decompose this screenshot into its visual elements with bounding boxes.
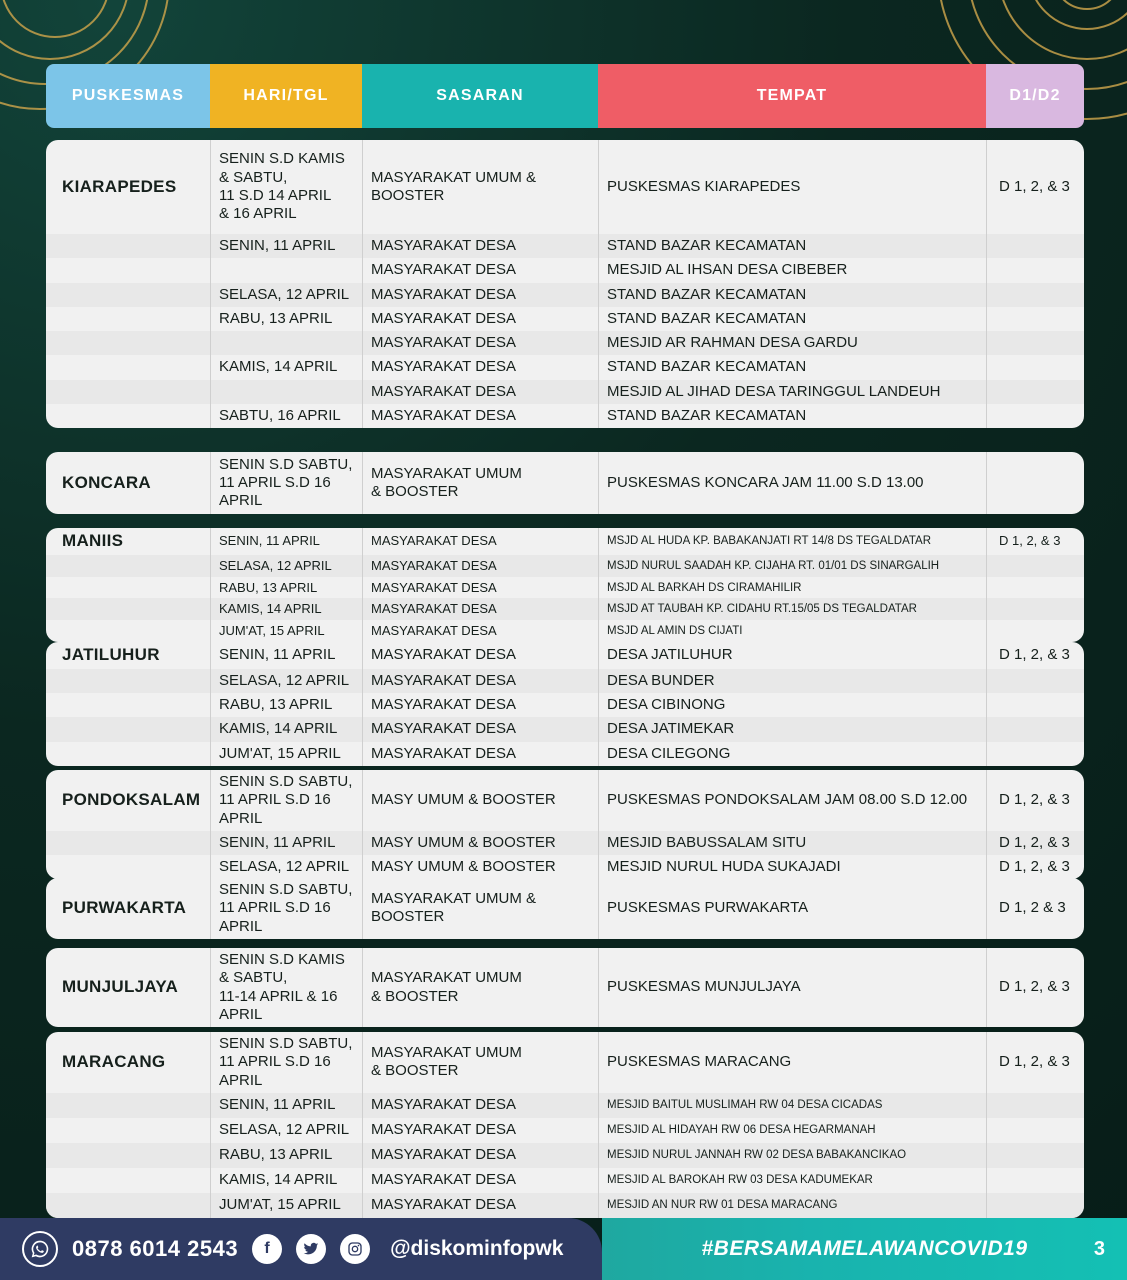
cell-hari-tgl: JUM'AT, 15 APRIL bbox=[210, 742, 362, 766]
cell-dosis bbox=[986, 742, 1084, 766]
puskesmas-group bbox=[46, 642, 1084, 766]
cell-sasaran: MASYARAKAT UMUM & BOOSTER bbox=[362, 452, 598, 514]
cell-tempat: PUSKESMAS KIARAPEDES bbox=[598, 140, 986, 234]
cell-dosis bbox=[986, 234, 1084, 258]
table-row bbox=[46, 742, 1084, 766]
cell-tempat: MSJD AL HUDA KP. BABAKANJATI RT 14/8 DS TEGALDATAR bbox=[598, 528, 986, 555]
puskesmas-group bbox=[46, 1032, 1084, 1218]
twitter-icon[interactable] bbox=[296, 1234, 326, 1264]
cell-tempat: DESA JATIMEKAR bbox=[598, 717, 986, 741]
cell-sasaran: MASY UMUM & BOOSTER bbox=[362, 770, 598, 831]
cell-sasaran: MASYARAKAT DESA bbox=[362, 404, 598, 428]
cell-dosis: D 1, 2, & 3 bbox=[986, 855, 1084, 879]
cell-sasaran: MASYARAKAT DESA bbox=[362, 331, 598, 355]
table-row bbox=[46, 1143, 1084, 1168]
cell-puskesmas bbox=[46, 307, 210, 331]
cell-tempat: MSJD AL BARKAH DS CIRAMAHILIR bbox=[598, 577, 986, 599]
cell-tempat: PUSKESMAS MARACANG bbox=[598, 1032, 986, 1093]
cell-hari-tgl: RABU, 13 APRIL bbox=[210, 1143, 362, 1168]
facebook-icon[interactable]: f bbox=[252, 1234, 282, 1264]
cell-puskesmas bbox=[46, 620, 210, 642]
campaign-hashtag: #BERSAMAMELAWANCOVID19 bbox=[701, 1237, 1028, 1260]
cell-tempat: PUSKESMAS PURWAKARTA bbox=[598, 878, 986, 939]
cell-tempat: MSJD AT TAUBAH KP. CIDAHU RT.15/05 DS TEGALDATAR bbox=[598, 598, 986, 620]
cell-puskesmas: MUNJULJAYA bbox=[62, 977, 179, 997]
cell-puskesmas: KONCARA bbox=[62, 472, 151, 492]
cell-tempat: PUSKESMAS MUNJULJAYA bbox=[598, 948, 986, 1027]
cell-dosis bbox=[986, 1093, 1084, 1118]
cell-sasaran: MASYARAKAT DESA bbox=[362, 1168, 598, 1193]
cell-puskesmas bbox=[46, 742, 210, 766]
column-header-tempat: TEMPAT bbox=[598, 64, 986, 128]
cell-tempat: MSJD AL AMIN DS CIJATI bbox=[598, 620, 986, 642]
footer-bar bbox=[0, 1218, 1127, 1280]
cell-sasaran: MASYARAKAT DESA bbox=[362, 380, 598, 404]
cell-sasaran: MASYARAKAT DESA bbox=[362, 1118, 598, 1143]
cell-hari-tgl bbox=[210, 258, 362, 282]
cell-dosis bbox=[986, 1193, 1084, 1218]
cell-hari-tgl: SENIN S.D SABTU, 11 APRIL S.D 16 APRIL bbox=[210, 1032, 362, 1093]
puskesmas-group bbox=[46, 948, 1084, 1027]
cell-dosis: D 1, 2 & 3 bbox=[986, 878, 1084, 939]
cell-tempat: DESA JATILUHUR bbox=[598, 642, 986, 669]
cell-tempat: MESJID AL IHSAN DESA CIBEBER bbox=[598, 258, 986, 282]
table-row bbox=[46, 1168, 1084, 1193]
column-header-puskesmas: PUSKESMAS bbox=[46, 64, 210, 128]
cell-dosis bbox=[986, 452, 1084, 514]
table-row bbox=[46, 577, 1084, 599]
cell-dosis: D 1, 2, & 3 bbox=[986, 948, 1084, 1027]
cell-sasaran: MASYARAKAT DESA bbox=[362, 642, 598, 669]
cell-dosis bbox=[986, 307, 1084, 331]
cell-hari-tgl: SABTU, 16 APRIL bbox=[210, 404, 362, 428]
cell-puskesmas bbox=[46, 404, 210, 428]
table-row bbox=[46, 855, 1084, 879]
cell-tempat: MESJID AR RAHMAN DESA GARDU bbox=[598, 331, 986, 355]
cell-sasaran: MASYARAKAT DESA bbox=[362, 598, 598, 620]
cell-puskesmas bbox=[46, 1143, 210, 1168]
cell-tempat: STAND BAZAR KECAMATAN bbox=[598, 355, 986, 379]
cell-puskesmas bbox=[46, 717, 210, 741]
cell-sasaran: MASYARAKAT UMUM & BOOSTER bbox=[362, 878, 598, 939]
cell-puskesmas bbox=[46, 355, 210, 379]
cell-sasaran: MASYARAKAT DESA bbox=[362, 258, 598, 282]
table-row bbox=[46, 528, 1084, 555]
table-row bbox=[46, 669, 1084, 693]
cell-tempat: DESA CILEGONG bbox=[598, 742, 986, 766]
cell-dosis bbox=[986, 283, 1084, 307]
cell-puskesmas bbox=[46, 380, 210, 404]
cell-dosis: D 1, 2, & 3 bbox=[986, 1032, 1084, 1093]
cell-puskesmas bbox=[46, 577, 210, 599]
footer-contact bbox=[0, 1218, 602, 1280]
puskesmas-group bbox=[46, 140, 1084, 428]
cell-dosis bbox=[986, 577, 1084, 599]
table-row bbox=[46, 258, 1084, 282]
cell-sasaran: MASYARAKAT DESA bbox=[362, 307, 598, 331]
cell-sasaran: MASYARAKAT DESA bbox=[362, 234, 598, 258]
cell-sasaran: MASYARAKAT DESA bbox=[362, 1143, 598, 1168]
table-row bbox=[46, 380, 1084, 404]
column-header-d1-d2: D1/D2 bbox=[986, 64, 1084, 128]
cell-dosis bbox=[986, 555, 1084, 577]
cell-dosis bbox=[986, 404, 1084, 428]
cell-hari-tgl: SENIN, 11 APRIL bbox=[210, 528, 362, 555]
cell-tempat: PUSKESMAS KONCARA JAM 11.00 S.D 13.00 bbox=[598, 452, 986, 514]
table-row bbox=[46, 642, 1084, 669]
table-row bbox=[46, 404, 1084, 428]
puskesmas-group bbox=[46, 770, 1084, 879]
cell-tempat: MESJID AN NUR RW 01 DESA MARACANG bbox=[598, 1193, 986, 1218]
cell-tempat: MSJD NURUL SAADAH KP. CIJAHA RT. 01/01 DS SINARGALIH bbox=[598, 555, 986, 577]
page-number: 3 bbox=[1093, 1237, 1105, 1260]
social-handle: @diskominfopwk bbox=[390, 1237, 564, 1260]
cell-hari-tgl bbox=[210, 380, 362, 404]
column-header-sasaran: SASARAN bbox=[362, 64, 598, 128]
table-header-row bbox=[46, 64, 1084, 128]
table-row bbox=[46, 355, 1084, 379]
cell-puskesmas: JATILUHUR bbox=[62, 645, 160, 664]
cell-sasaran: MASYARAKAT UMUM & BOOSTER bbox=[362, 140, 598, 234]
cell-sasaran: MASYARAKAT DESA bbox=[362, 283, 598, 307]
table-row bbox=[46, 307, 1084, 331]
cell-sasaran: MASYARAKAT DESA bbox=[362, 355, 598, 379]
cell-puskesmas bbox=[46, 669, 210, 693]
table-row bbox=[46, 878, 1084, 939]
cell-dosis bbox=[986, 669, 1084, 693]
cell-tempat: DESA CIBINONG bbox=[598, 693, 986, 717]
cell-dosis bbox=[986, 620, 1084, 642]
cell-hari-tgl: RABU, 13 APRIL bbox=[210, 307, 362, 331]
table-row bbox=[46, 1032, 1084, 1093]
cell-tempat: MESJID AL HIDAYAH RW 06 DESA HEGARMANAH bbox=[598, 1118, 986, 1143]
puskesmas-group bbox=[46, 528, 1084, 642]
cell-puskesmas: MARACANG bbox=[62, 1052, 166, 1072]
table-row bbox=[46, 1193, 1084, 1218]
cell-dosis: D 1, 2, & 3 bbox=[986, 642, 1084, 669]
cell-hari-tgl: KAMIS, 14 APRIL bbox=[210, 598, 362, 620]
cell-hari-tgl: SENIN S.D KAMIS & SABTU, 11 S.D 14 APRIL & 16 APRIL bbox=[210, 140, 362, 234]
cell-hari-tgl: SELASA, 12 APRIL bbox=[210, 1118, 362, 1143]
table-row bbox=[46, 140, 1084, 234]
table-row bbox=[46, 717, 1084, 741]
cell-dosis bbox=[986, 1118, 1084, 1143]
cell-sasaran: MASYARAKAT UMUM & BOOSTER bbox=[362, 1032, 598, 1093]
table-row bbox=[46, 948, 1084, 1027]
cell-tempat: MESJID BAITUL MUSLIMAH RW 04 DESA CICADAS bbox=[598, 1093, 986, 1118]
cell-puskesmas bbox=[46, 258, 210, 282]
cell-dosis: D 1, 2, & 3 bbox=[986, 770, 1084, 831]
cell-puskesmas: PONDOKSALAM bbox=[62, 790, 201, 810]
cell-hari-tgl: SELASA, 12 APRIL bbox=[210, 283, 362, 307]
table-row bbox=[46, 452, 1084, 514]
cell-dosis bbox=[986, 598, 1084, 620]
cell-sasaran: MASYARAKAT DESA bbox=[362, 528, 598, 555]
cell-hari-tgl: KAMIS, 14 APRIL bbox=[210, 717, 362, 741]
cell-puskesmas bbox=[46, 283, 210, 307]
cell-tempat: STAND BAZAR KECAMATAN bbox=[598, 234, 986, 258]
cell-tempat: STAND BAZAR KECAMATAN bbox=[598, 404, 986, 428]
table-row bbox=[46, 555, 1084, 577]
cell-puskesmas: PURWAKARTA bbox=[62, 898, 187, 918]
cell-puskesmas bbox=[46, 555, 210, 577]
cell-sasaran: MASYARAKAT DESA bbox=[362, 742, 598, 766]
table-row bbox=[46, 234, 1084, 258]
cell-tempat: MESJID AL JIHAD DESA TARINGGUL LANDEUH bbox=[598, 380, 986, 404]
cell-dosis: D 1, 2, & 3 bbox=[986, 831, 1084, 855]
cell-hari-tgl: RABU, 13 APRIL bbox=[210, 577, 362, 599]
table-row bbox=[46, 598, 1084, 620]
table-row bbox=[46, 770, 1084, 831]
cell-sasaran: MASYARAKAT DESA bbox=[362, 1093, 598, 1118]
cell-hari-tgl: SENIN S.D KAMIS & SABTU, 11-14 APRIL & 16 APRIL bbox=[210, 948, 362, 1027]
cell-sasaran: MASY UMUM & BOOSTER bbox=[362, 831, 598, 855]
cell-dosis bbox=[986, 380, 1084, 404]
instagram-icon[interactable] bbox=[340, 1234, 370, 1264]
cell-hari-tgl: SENIN, 11 APRIL bbox=[210, 642, 362, 669]
cell-hari-tgl: SELASA, 12 APRIL bbox=[210, 669, 362, 693]
cell-puskesmas bbox=[46, 831, 210, 855]
cell-tempat: DESA BUNDER bbox=[598, 669, 986, 693]
cell-puskesmas bbox=[46, 1193, 210, 1218]
table-row bbox=[46, 1118, 1084, 1143]
table-row bbox=[46, 620, 1084, 642]
whatsapp-icon[interactable] bbox=[22, 1231, 58, 1267]
cell-tempat: MESJID BABUSSALAM SITU bbox=[598, 831, 986, 855]
cell-dosis bbox=[986, 717, 1084, 741]
cell-dosis bbox=[986, 1143, 1084, 1168]
cell-hari-tgl: SENIN, 11 APRIL bbox=[210, 234, 362, 258]
cell-hari-tgl: JUM'AT, 15 APRIL bbox=[210, 620, 362, 642]
table-row bbox=[46, 283, 1084, 307]
cell-dosis: D 1, 2, & 3 bbox=[986, 528, 1084, 555]
cell-hari-tgl: JUM'AT, 15 APRIL bbox=[210, 1193, 362, 1218]
cell-puskesmas bbox=[46, 1168, 210, 1193]
cell-dosis: D 1, 2, & 3 bbox=[986, 140, 1084, 234]
cell-hari-tgl: KAMIS, 14 APRIL bbox=[210, 1168, 362, 1193]
cell-puskesmas: MANIIS bbox=[62, 531, 124, 550]
cell-puskesmas: KIARAPEDES bbox=[62, 176, 177, 196]
cell-puskesmas bbox=[46, 1118, 210, 1143]
cell-hari-tgl: SELASA, 12 APRIL bbox=[210, 555, 362, 577]
cell-puskesmas bbox=[46, 331, 210, 355]
phone-number: 0878 6014 2543 bbox=[72, 1236, 239, 1261]
cell-hari-tgl: SENIN, 11 APRIL bbox=[210, 831, 362, 855]
cell-hari-tgl: SENIN S.D SABTU, 11 APRIL S.D 16 APRIL bbox=[210, 770, 362, 831]
cell-sasaran: MASYARAKAT DESA bbox=[362, 1193, 598, 1218]
cell-tempat: STAND BAZAR KECAMATAN bbox=[598, 307, 986, 331]
cell-sasaran: MASYARAKAT DESA bbox=[362, 555, 598, 577]
cell-tempat: MESJID AL BAROKAH RW 03 DESA KADUMEKAR bbox=[598, 1168, 986, 1193]
cell-sasaran: MASYARAKAT DESA bbox=[362, 620, 598, 642]
cell-puskesmas bbox=[46, 693, 210, 717]
cell-dosis bbox=[986, 355, 1084, 379]
cell-hari-tgl: SENIN, 11 APRIL bbox=[210, 1093, 362, 1118]
table-row bbox=[46, 693, 1084, 717]
cell-hari-tgl: SENIN S.D SABTU, 11 APRIL S.D 16 APRIL bbox=[210, 878, 362, 939]
cell-tempat: MESJID NURUL HUDA SUKAJADI bbox=[598, 855, 986, 879]
cell-puskesmas bbox=[46, 855, 210, 879]
puskesmas-group bbox=[46, 452, 1084, 514]
cell-tempat: MESJID NURUL JANNAH RW 02 DESA BABAKANCIKAO bbox=[598, 1143, 986, 1168]
cell-sasaran: MASYARAKAT DESA bbox=[362, 717, 598, 741]
cell-sasaran: MASYARAKAT DESA bbox=[362, 693, 598, 717]
cell-tempat: PUSKESMAS PONDOKSALAM JAM 08.00 S.D 12.00 bbox=[598, 770, 986, 831]
cell-puskesmas bbox=[46, 234, 210, 258]
cell-sasaran: MASYARAKAT DESA bbox=[362, 669, 598, 693]
cell-dosis bbox=[986, 258, 1084, 282]
cell-sasaran: MASYARAKAT DESA bbox=[362, 577, 598, 599]
cell-hari-tgl bbox=[210, 331, 362, 355]
table-row bbox=[46, 831, 1084, 855]
cell-hari-tgl: RABU, 13 APRIL bbox=[210, 693, 362, 717]
cell-dosis bbox=[986, 693, 1084, 717]
cell-hari-tgl: KAMIS, 14 APRIL bbox=[210, 355, 362, 379]
cell-dosis bbox=[986, 1168, 1084, 1193]
puskesmas-group bbox=[46, 878, 1084, 939]
table-row bbox=[46, 1093, 1084, 1118]
cell-sasaran: MASYARAKAT UMUM & BOOSTER bbox=[362, 948, 598, 1027]
cell-hari-tgl: SENIN S.D SABTU, 11 APRIL S.D 16 APRIL bbox=[210, 452, 362, 514]
footer-hashtag-area bbox=[602, 1218, 1127, 1280]
cell-puskesmas bbox=[46, 1093, 210, 1118]
cell-sasaran: MASY UMUM & BOOSTER bbox=[362, 855, 598, 879]
table-row bbox=[46, 331, 1084, 355]
cell-puskesmas bbox=[46, 598, 210, 620]
cell-dosis bbox=[986, 331, 1084, 355]
cell-hari-tgl: SELASA, 12 APRIL bbox=[210, 855, 362, 879]
column-header-hari-tgl: HARI/TGL bbox=[210, 64, 362, 128]
cell-tempat: STAND BAZAR KECAMATAN bbox=[598, 283, 986, 307]
